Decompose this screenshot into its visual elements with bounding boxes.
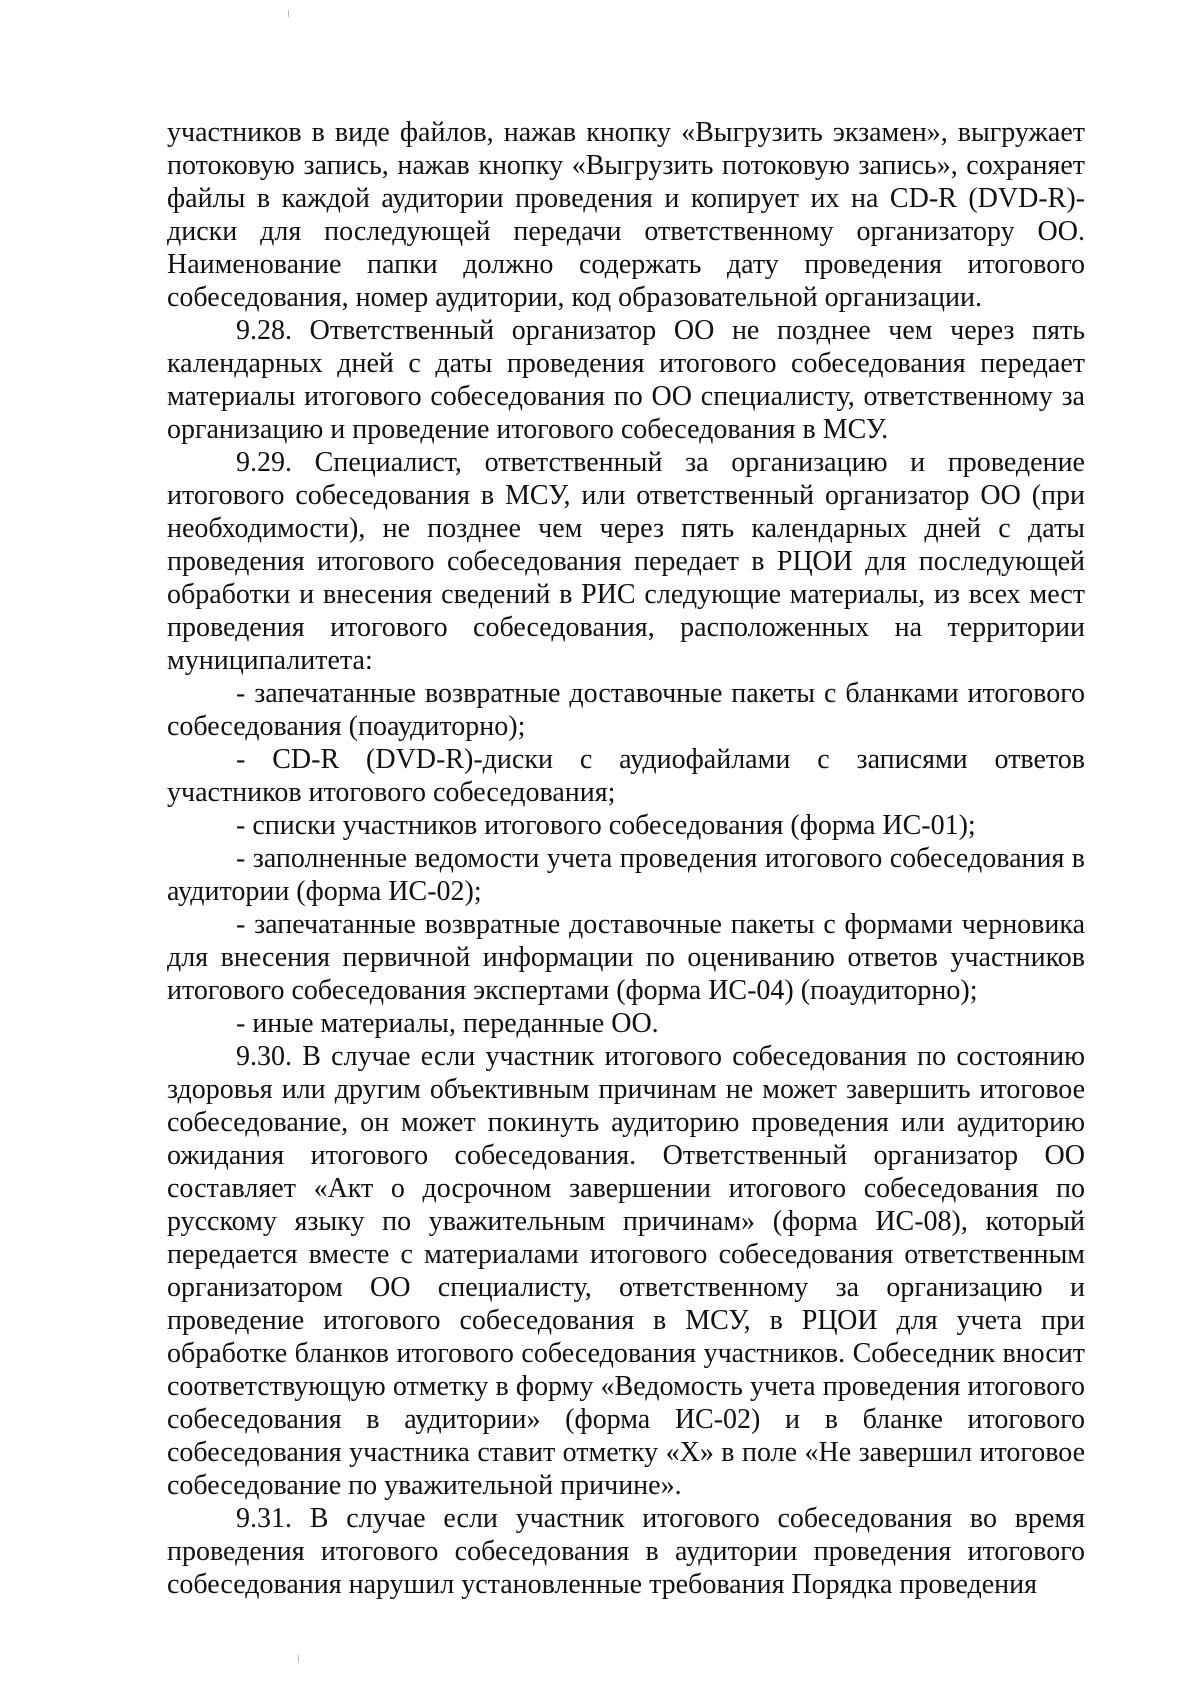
- paragraph-continuation: участников в виде файлов, нажав кнопку «Выгрузить экзамен», выгружает потоковую запись, нажав кнопку «Выгрузить потоковую запись», сохраняет файлы в каждой аудитории проведения и копирует их на CD-R (DVD-R)-диски для последующей передачи ответственному организатору ОО. Наименование папки должно содержать дату проведения итогового собеседования, номер аудитории, код образовательной организации.: [167, 117, 1085, 313]
- scan-speck: [288, 10, 289, 17]
- paragraph-9-28: 9.28. Ответственный организатор ОО не позднее чем через пять календарных дней с даты проведения итогового собеседования передает материалы итогового собеседования по ОО специалисту, ответственному за организацию и проведение итогового собеседования в МСУ.: [167, 315, 1085, 445]
- list-item: - запечатанные возвратные доставочные пакеты с формами черновика для внесения первичной информации по оцениванию ответов участников итогового собеседования экспертами (форма ИС-04) (поаудиторно);: [167, 909, 1085, 1006]
- list-item: - списки участников итогового собеседования (форма ИС-01);: [236, 810, 976, 841]
- paragraph-9-29: 9.29. Специалист, ответственный за организацию и проведение итогового собеседования в МСУ, или ответственный организатор ОО (при необходимости), не позднее чем через пять календарных дней с даты проведения итогового собеседования передает в РЦОИ для последующей обработки и внесения сведений в РИС следующие материалы, из всех мест проведения итогового собеседования, расположенных на территории муниципалитета:: [167, 447, 1085, 676]
- list-item: - заполненные ведомости учета проведения итогового собеседования в аудитории (форма ИС-02);: [167, 843, 1085, 907]
- list-item: - CD-R (DVD-R)-диски с аудиофайлами с записями ответов участников итогового собеседования;: [167, 744, 1085, 808]
- paragraph-9-31: 9.31. В случае если участник итогового собеседования во время проведения итогового собеседования в аудитории проведения итогового собеседования нарушил установленные требования Порядка проведения: [167, 1503, 1085, 1600]
- paragraph-9-30: 9.30. В случае если участник итогового собеседования по состоянию здоровья или другим объективным причинам не может завершить итоговое собеседование, он может покинуть аудиторию проведения или аудиторию ожидания итогового собеседования. Ответственный организатор ОО составляет «Акт о досрочном завершении итогового собеседования по русскому языку по уважительным причинам» (форма ИС-08), который передается вместе с материалами итогового собеседования ответственным организатором ОО специалисту, ответственному за организацию и проведение итогового собеседования в МСУ, в РЦОИ для учета при обработке бланков итогового собеседования участников. Собеседник вносит соответствующую отметку в форму «Ведомость учета проведения итогового собеседования в аудитории» (форма ИС-02) и в бланке итогового собеседования участника ставит отметку «Х» в поле «Не завершил итоговое собеседование по уважительной причине».: [167, 1041, 1085, 1501]
- document-body: [167, 116, 1085, 1601]
- scan-speck: [298, 1655, 299, 1662]
- list-item: - иные материалы, переданные ОО.: [236, 1008, 659, 1039]
- list-item: - запечатанные возвратные доставочные пакеты с бланками итогового собеседования (поаудиторно);: [167, 678, 1085, 742]
